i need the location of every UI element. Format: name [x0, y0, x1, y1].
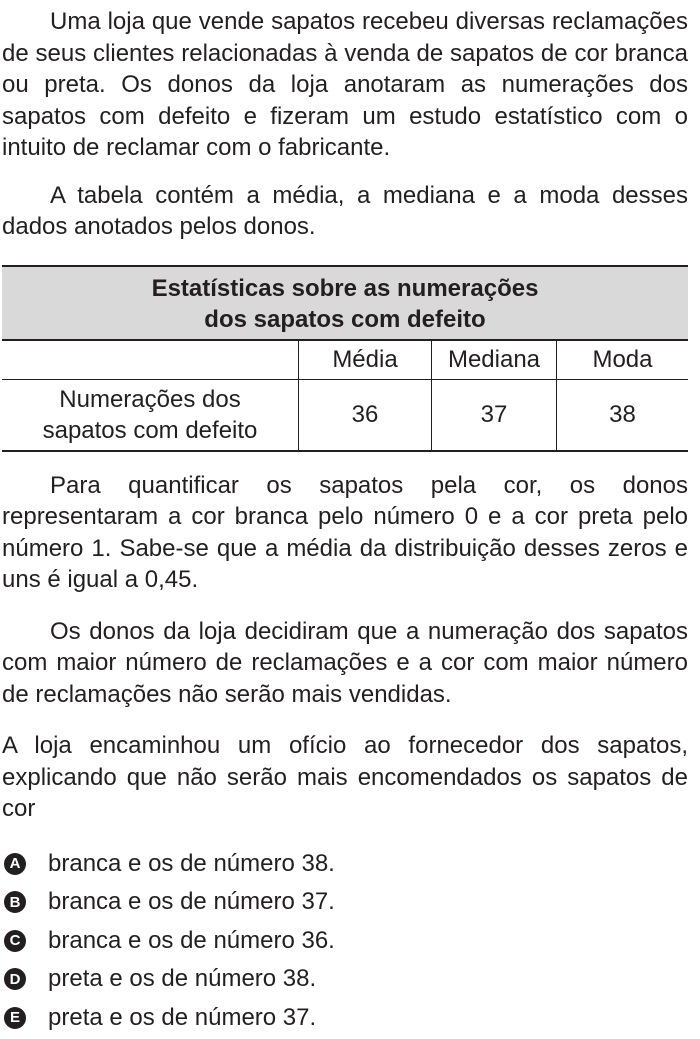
option-e-badge: E — [4, 1007, 26, 1029]
statistics-table — [2, 265, 688, 452]
option-d[interactable] — [2, 960, 688, 999]
table-cell-moda: 38 — [557, 379, 689, 451]
table-title-line-2: dos sapatos com defeito — [204, 305, 486, 333]
color-paragraph: Para quantificar os sapatos pela cor, os donos representaram a cor branca pelo número 0 e a cor preta pelo número 1. Sabe-se que a média da distribuição desses zeros e uns é igual a 0,45. — [2, 471, 688, 593]
table-row-label-line-1: Numerações dos — [59, 385, 241, 413]
decision-paragraph: Os donos da loja decidiram que a numeração dos sapatos com maior número de reclamações e a cor com maior número de reclamações não serão mais vendidas. — [2, 617, 688, 708]
option-c-text: branca e os de número 36. — [48, 926, 335, 954]
option-b-badge: B — [4, 891, 26, 913]
option-c-badge: C — [4, 930, 26, 952]
table-intro-paragraph: A tabela contém a média, a mediana e a moda desses dados anotados pelos donos. — [2, 181, 688, 240]
table-row — [2, 379, 688, 451]
table-title-line-1: Estatísticas sobre as numerações — [151, 274, 539, 302]
table-header-media: Média — [299, 340, 432, 380]
option-a[interactable] — [2, 845, 688, 884]
table-header-mediana: Mediana — [432, 340, 557, 380]
intro-paragraph: Uma loja que vende sapatos recebeu diversas reclamações de seus clientes relacionadas à venda de sapatos de cor branca ou preta. Os donos da loja anotaram as numerações dos sapatos com defeito e fizeram um estudo estatístico com o intuito de reclamar com o fabricante. — [2, 8, 688, 161]
option-d-text: preta e os de número 38. — [48, 965, 317, 993]
option-c[interactable] — [2, 922, 688, 961]
option-b-text: branca e os de número 37. — [48, 888, 335, 916]
table-header-empty — [2, 340, 299, 380]
table-title — [2, 266, 688, 340]
option-d-badge: D — [4, 968, 26, 990]
table-row-label-line-2: sapatos com defeito — [42, 416, 258, 444]
answer-options — [2, 845, 688, 1038]
question-content — [2, 6, 688, 1037]
option-e[interactable] — [2, 999, 688, 1038]
option-a-badge: A — [4, 853, 26, 875]
option-e-text: preta e os de número 37. — [48, 1003, 317, 1031]
option-b[interactable] — [2, 883, 688, 922]
question-stem: A loja encaminhou um ofício ao fornecedor dos sapatos, explicando que não serão mais encomendados os sapatos de cor — [2, 732, 688, 822]
table-row-label — [2, 379, 299, 451]
table-cell-media: 36 — [299, 379, 432, 451]
table-cell-mediana: 37 — [432, 379, 557, 451]
table-header-row — [2, 340, 688, 380]
table-title-row — [2, 266, 688, 340]
option-a-text: branca e os de número 38. — [48, 849, 335, 877]
table-header-moda: Moda — [557, 340, 689, 380]
